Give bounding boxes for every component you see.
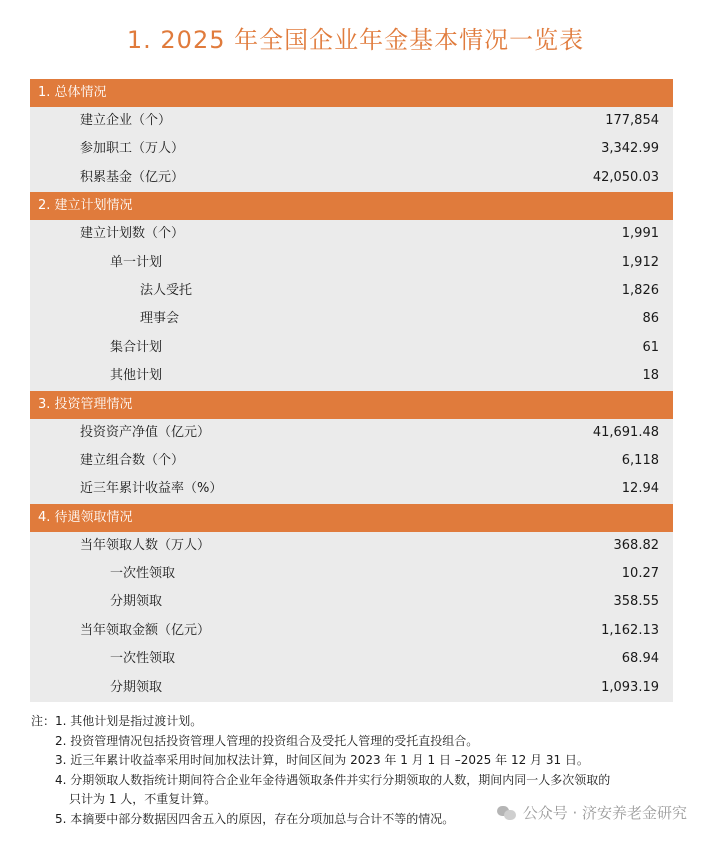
watermark-text: 公众号 · 济安养老金研究 xyxy=(522,804,687,822)
row-value: 1,912 xyxy=(621,254,659,270)
wechat-icon xyxy=(497,805,517,821)
row-value: 1,991 xyxy=(621,226,659,242)
table-row xyxy=(30,532,673,560)
table-row xyxy=(30,135,673,163)
row-label: 建立企业（个） xyxy=(80,113,172,128)
note-text-continued: 只计为 1 人，不重复计算。 xyxy=(69,792,217,806)
row-value: 12.94 xyxy=(621,481,659,497)
summary-table xyxy=(30,79,673,702)
table-row xyxy=(30,419,673,447)
notes-prefix: 注： xyxy=(31,714,56,728)
table-row xyxy=(30,249,673,277)
row-label: 积累基金（亿元） xyxy=(80,169,185,185)
row-label: 一次性领取 xyxy=(110,566,176,582)
table-row xyxy=(30,362,673,390)
table-row xyxy=(30,475,673,503)
row-label: 近三年累计收益率（%） xyxy=(80,481,223,497)
note-text: 3. 近三年累计收益率采用时间加权法计算，时间区间为 2023 年 1 月 1 日 –2025 年 12 月 31 日。 xyxy=(55,753,589,767)
section-header-overall: 1. 总体情况 xyxy=(30,79,673,107)
row-label: 参加职工（万人） xyxy=(80,141,185,157)
row-label: 理事会 xyxy=(140,311,180,327)
row-label: 投资资产净值（亿元） xyxy=(80,424,211,440)
table-row xyxy=(30,588,673,616)
row-value: 41,691.48 xyxy=(592,424,659,440)
page-title: 1. 2025 年全国企业年金基本情况一览表 xyxy=(126,26,585,54)
row-label: 分期领取 xyxy=(110,594,163,610)
table-row xyxy=(30,334,673,362)
note-item xyxy=(31,712,691,732)
row-label: 单一计划 xyxy=(110,254,163,270)
table-row xyxy=(30,645,673,673)
note-text: 4. 分期领取人数指统计期间符合企业年金待遇领取条件并实行分期领取的人数，期间内同一人多次领取的 xyxy=(55,772,611,787)
row-label: 建立组合数（个） xyxy=(80,452,185,468)
table-row xyxy=(30,164,673,192)
row-value: 61 xyxy=(642,339,659,355)
section-header-benefits: 4. 待遇领取情况 xyxy=(30,504,673,532)
note-text: 2. 投资管理情况包括投资管理人管理的投资组合及受托人管理的受托直投组合。 xyxy=(55,733,479,748)
table-row xyxy=(30,277,673,305)
row-value: 42,050.03 xyxy=(592,169,659,185)
row-value: 10.27 xyxy=(621,566,659,582)
row-label: 建立计划数（个） xyxy=(80,226,185,242)
table-row xyxy=(30,107,673,135)
note-item xyxy=(31,751,691,771)
row-label: 集合计划 xyxy=(110,339,163,355)
row-value: 6,118 xyxy=(621,452,659,468)
section-header-investment: 3. 投资管理情况 xyxy=(30,391,673,419)
row-label: 分期领取 xyxy=(110,679,163,695)
row-label: 当年领取金额（亿元） xyxy=(80,622,211,638)
row-label: 当年领取人数（万人） xyxy=(80,537,211,553)
row-value: 86 xyxy=(642,311,659,327)
row-value: 18 xyxy=(642,368,659,384)
row-value: 1,093.19 xyxy=(601,679,659,695)
row-value: 177,854 xyxy=(605,113,659,128)
watermark xyxy=(497,802,687,823)
note-text: 1. 其他计划是指过渡计划。 xyxy=(55,714,203,728)
row-value: 368.82 xyxy=(613,537,659,553)
row-label: 其他计划 xyxy=(110,368,163,384)
table-row xyxy=(30,674,673,702)
section-header-plans: 2. 建立计划情况 xyxy=(30,192,673,220)
table-row xyxy=(30,560,673,588)
row-value: 1,826 xyxy=(621,282,659,298)
row-label: 一次性领取 xyxy=(110,651,176,667)
table-row xyxy=(30,220,673,248)
row-value: 1,162.13 xyxy=(601,622,659,638)
table-row xyxy=(30,447,673,475)
table-row xyxy=(30,305,673,333)
note-text: 5. 本摘要中部分数据因四舍五入的原因，存在分项加总与合计不等的情况。 xyxy=(55,811,455,826)
note-item xyxy=(31,732,691,752)
row-value: 3,342.99 xyxy=(601,141,659,157)
row-value: 68.94 xyxy=(621,651,659,667)
table-row xyxy=(30,617,673,645)
row-label: 法人受托 xyxy=(140,282,193,298)
row-value: 358.55 xyxy=(613,594,659,610)
